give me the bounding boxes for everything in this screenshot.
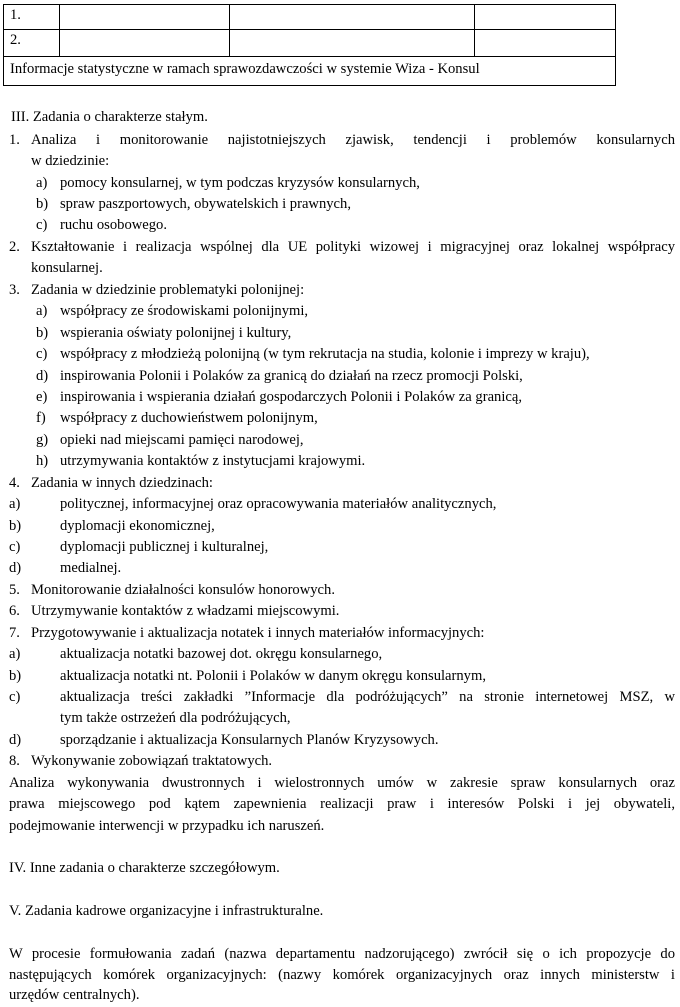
- paragraph-text: prawa miejscowego pod kątem zapewnienia realizacji praw i interesów Polski i jej obywateli,: [9, 796, 675, 812]
- table-cell: [60, 5, 230, 30]
- sub-item-letter: a): [9, 646, 21, 662]
- section-iii-title: III. Zadania o charakterze stałym.: [11, 109, 208, 125]
- table-cell: [230, 30, 475, 57]
- list-number: 8.: [9, 753, 20, 769]
- sub-item-text: współpracy z młodzieżą polonijną (w tym rekrutacja na studia, kolonie i imprezy w kraju),: [60, 346, 590, 362]
- sub-item-letter: a): [36, 303, 48, 319]
- sub-item-letter: b): [9, 518, 22, 534]
- sub-item-letter: b): [36, 196, 49, 212]
- paragraph-text: W procesie formułowania zadań (nazwa departamentu nadzorującego) zwrócił się o ich propozycje do: [9, 946, 675, 962]
- table-row: [4, 5, 616, 30]
- table-cell-number: 1.: [4, 5, 60, 30]
- sub-item-letter: e): [36, 389, 48, 405]
- list-number: 4.: [9, 475, 20, 491]
- list-text: Zadania w innych dziedzinach:: [31, 475, 213, 491]
- list-text: w dziedzinie:: [31, 153, 110, 169]
- list-text: Utrzymywanie kontaktów z władzami miejscowymi.: [31, 603, 340, 619]
- sub-item-letter: b): [9, 668, 22, 684]
- sub-item-text: aktualizacja treści zakładki ”Informacje dla podróżujących” na stronie internetowej MSZ, w: [60, 689, 675, 705]
- sub-item-text: ruchu osobowego.: [60, 217, 168, 233]
- list-number: 6.: [9, 603, 20, 619]
- sub-item-letter: d): [9, 732, 22, 748]
- section-iv-title: IV. Inne zadania o charakterze szczegółowym.: [9, 860, 280, 876]
- sub-item-text: utrzymywania kontaktów z instytucjami krajowymi.: [60, 453, 366, 469]
- sub-item-letter: c): [9, 539, 21, 555]
- list-number: 1.: [9, 132, 20, 148]
- table-cell: [475, 5, 616, 30]
- list-number: 7.: [9, 625, 20, 641]
- sub-item-letter: g): [36, 432, 49, 448]
- statistics-table: [3, 4, 616, 86]
- table-row-statistics: [4, 57, 616, 86]
- list-text: Monitorowanie działalności konsulów honorowych.: [31, 582, 335, 598]
- sub-item-letter: a): [36, 175, 48, 191]
- sub-item-text: dyplomacji publicznej i kulturalnej,: [60, 539, 269, 555]
- sub-item-text: tym także ostrzeżeń dla podróżujących,: [60, 710, 291, 726]
- list-text: Analiza i monitorowanie najistotniejszych zjawisk, tendencji i problemów konsularnych: [31, 132, 675, 148]
- list-text: Zadania w dziedzinie problematyki polonijnej:: [31, 282, 305, 298]
- sub-item-letter: c): [36, 346, 48, 362]
- sub-item-letter: c): [36, 217, 48, 233]
- sub-item-letter: d): [9, 560, 22, 576]
- sub-item-text: wspierania oświaty polonijnej i kultury,: [60, 325, 292, 341]
- statistics-note: Informacje statystyczne w ramach sprawozdawczości w systemie Wiza - Konsul: [4, 57, 616, 86]
- list-text: Kształtowanie i realizacja wspólnej dla UE polityki wizowej i migracyjnej oraz lokalnej współpracy: [31, 239, 675, 255]
- table-cell-number: 2.: [4, 30, 60, 57]
- table-cell: [475, 30, 616, 57]
- sub-item-text: współpracy z duchowieństwem polonijnym,: [60, 410, 318, 426]
- sub-item-text: medialnej.: [60, 560, 122, 576]
- sub-item-text: inspirowania i wspierania działań gospodarczych Polonii i Polaków za granicą,: [60, 389, 522, 405]
- table-cell: [230, 5, 475, 30]
- list-text: Wykonywanie zobowiązań traktatowych.: [31, 753, 273, 769]
- paragraph-text: urzędów centralnych).: [9, 987, 140, 1003]
- sub-item-text: dyplomacji ekonomicznej,: [60, 518, 215, 534]
- list-number: 5.: [9, 582, 20, 598]
- sub-item-letter: f): [36, 410, 46, 426]
- table-cell: [60, 30, 230, 57]
- sub-item-text: spraw paszportowych, obywatelskich i prawnych,: [60, 196, 351, 212]
- sub-item-letter: a): [9, 496, 21, 512]
- sub-item-letter: h): [36, 453, 49, 469]
- sub-item-letter: b): [36, 325, 49, 341]
- paragraph-text: podejmowanie interwencji w przypadku ich naruszeń.: [9, 818, 325, 834]
- sub-item-text: pomocy konsularnej, w tym podczas kryzysów konsularnych,: [60, 175, 420, 191]
- sub-item-text: aktualizacja notatki nt. Polonii i Polaków w danym okręgu konsularnym,: [60, 668, 486, 684]
- paragraph-text: Analiza wykonywania dwustronnych i wielostronnych umów w zakresie spraw konsularnych oraz: [9, 775, 675, 791]
- sub-item-letter: d): [36, 368, 49, 384]
- table-row: [4, 30, 616, 57]
- section-v-title: V. Zadania kadrowe organizacyjne i infrastrukturalne.: [9, 903, 324, 919]
- sub-item-text: współpracy ze środowiskami polonijnymi,: [60, 303, 309, 319]
- sub-item-text: inspirowania Polonii i Polaków za granicą do działań na rzecz promocji Polski,: [60, 368, 523, 384]
- list-text: Przygotowywanie i aktualizacja notatek i innych materiałów informacyjnych:: [31, 625, 485, 641]
- list-number: 2.: [9, 239, 20, 255]
- sub-item-text: sporządzanie i aktualizacja Konsularnych Planów Kryzysowych.: [60, 732, 439, 748]
- sub-item-text: opieki nad miejscami pamięci narodowej,: [60, 432, 304, 448]
- sub-item-text: politycznej, informacyjnej oraz opracowywania materiałów analitycznych,: [60, 496, 497, 512]
- list-number: 3.: [9, 282, 20, 298]
- paragraph-text: następujących komórek organizacyjnych: (nazwy komórek organizacyjnych oraz innych ministerstw i: [9, 967, 675, 983]
- sub-item-text: aktualizacja notatki bazowej dot. okręgu konsularnego,: [60, 646, 383, 662]
- sub-item-letter: c): [9, 689, 21, 705]
- list-text: konsularnej.: [31, 260, 103, 276]
